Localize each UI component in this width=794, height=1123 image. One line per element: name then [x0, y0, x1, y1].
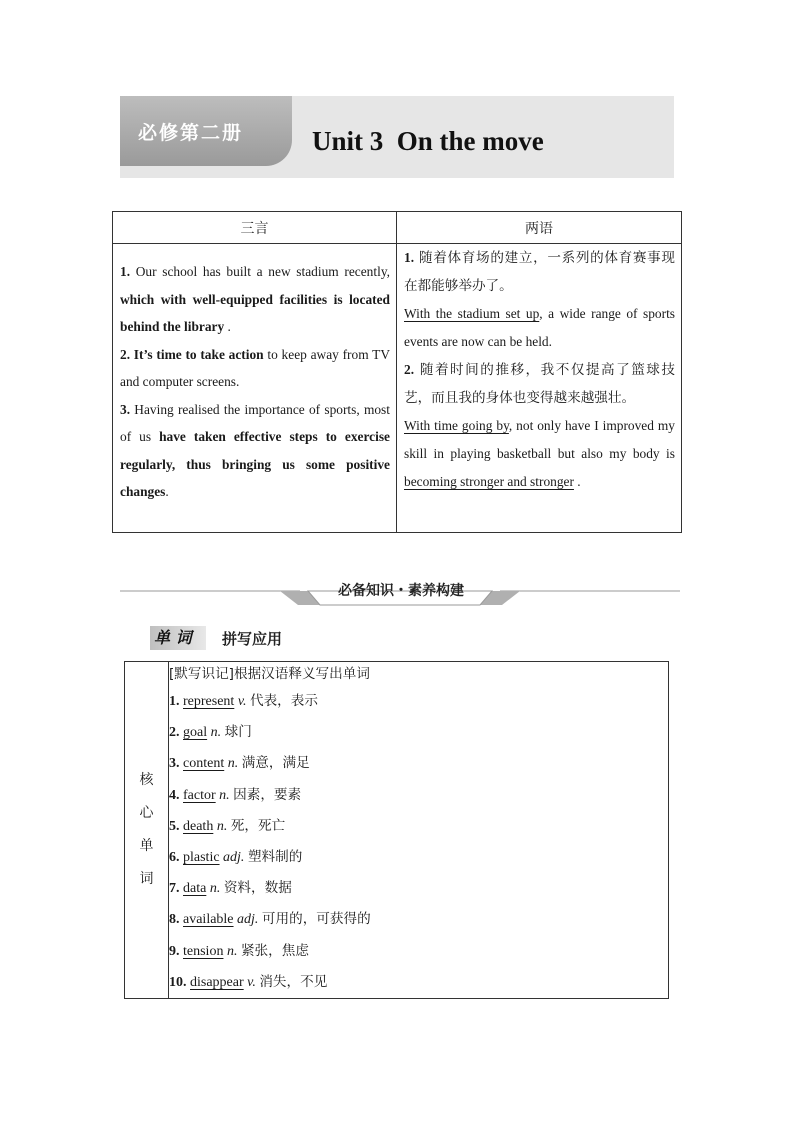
vocab-item — [169, 967, 668, 998]
sentence-text: . — [165, 484, 169, 499]
item-pos: n. — [216, 818, 228, 834]
item-word: death — [183, 818, 214, 834]
vocab-item — [169, 717, 668, 748]
sentence-highlight: which with well-equipped facilities is located behind the library — [120, 291, 390, 334]
sentence-text: Our school has built a new stadium recently, — [130, 264, 390, 279]
sentence-text: to keep away from TV and computer screens. — [120, 346, 390, 389]
right-sentence-2 — [404, 356, 675, 496]
left-sentences-cell — [113, 244, 397, 533]
item-meaning: 死，死亡 — [230, 817, 286, 834]
side-char: 核 — [139, 771, 154, 788]
item-pos: n. — [219, 787, 230, 803]
left-sentence-3 — [120, 396, 390, 506]
vocab-list — [169, 662, 669, 999]
item-word: disappear — [190, 974, 244, 990]
answer-underlined: becoming stronger and stronger — [404, 474, 574, 489]
side-char: 心 — [139, 804, 154, 821]
item-pos: adj. — [237, 912, 259, 928]
left-column-header: 三言 — [113, 212, 397, 244]
item-number: 10. — [169, 974, 187, 990]
vocab-item — [169, 811, 668, 842]
section-divider — [120, 578, 680, 608]
sentence-number: 2. — [120, 346, 131, 362]
item-meaning: 塑料制的 — [247, 848, 303, 865]
item-meaning: 紧张，焦虑 — [240, 942, 309, 959]
left-sentence-1 — [120, 258, 390, 341]
item-meaning: 资料，数据 — [223, 880, 292, 897]
vocab-table — [124, 661, 669, 999]
vocab-subtitle: 拼写应用 — [222, 630, 283, 648]
item-pos: n. — [226, 943, 238, 959]
item-number: 5. — [169, 818, 180, 834]
item-pos: v. — [247, 974, 256, 990]
vocab-item — [169, 904, 668, 935]
vocab-heading — [150, 626, 350, 652]
item-meaning: 消失，不见 — [259, 973, 328, 990]
vocab-item — [169, 936, 668, 967]
sentence-number: 1. — [404, 250, 415, 265]
vocab-item — [169, 780, 668, 811]
item-pos: n. — [209, 881, 221, 897]
item-number: 9. — [169, 943, 180, 959]
section-title: 必备知识・素养构建 — [338, 583, 464, 599]
sentence-text: Having realised the importance of sports, most of us — [120, 401, 390, 444]
sentence-text: . — [224, 319, 231, 334]
sentence-number: 1. — [120, 264, 131, 279]
item-meaning: 满意，满足 — [241, 755, 310, 772]
item-word: content — [183, 756, 225, 772]
answer-underlined: With time going by — [404, 418, 509, 433]
item-number: 8. — [169, 912, 180, 928]
vocab-item — [169, 686, 668, 717]
sentence-comparison-table — [112, 211, 682, 533]
item-number: 2. — [169, 725, 180, 741]
item-pos: n. — [210, 725, 222, 741]
vocab-item — [169, 748, 668, 779]
book-tag-shape — [120, 96, 292, 166]
vocab-item — [169, 873, 668, 904]
right-column-header: 两语 — [397, 212, 682, 244]
book-tag: 必修第二册 — [138, 122, 244, 144]
item-pos: n. — [227, 756, 239, 772]
answer-underlined: With the stadium set up — [404, 306, 540, 321]
unit-banner — [120, 96, 674, 178]
item-number: 7. — [169, 881, 180, 897]
item-pos: adj. — [223, 849, 245, 865]
item-meaning: 代表，表示 — [250, 693, 318, 709]
chinese-prompt: 随着时间的推移，我不仅提高了篮球技艺，而且我的身体也变得越来越强壮。 — [404, 362, 675, 406]
sentence-number: 3. — [120, 401, 131, 417]
item-meaning: 因素，要素 — [233, 786, 302, 803]
sentence-number: 2. — [404, 362, 415, 377]
side-char: 单 — [139, 837, 154, 854]
vocab-instruction: [默写识记]根据汉语释义写出单词 — [169, 666, 370, 682]
item-number: 3. — [169, 756, 180, 772]
right-sentence-1 — [404, 244, 675, 356]
item-number: 6. — [169, 849, 180, 865]
item-word: represent — [183, 694, 235, 709]
vocab-side-label — [125, 662, 169, 999]
sentence-text: . — [573, 474, 581, 489]
item-number: 1. — [169, 694, 180, 709]
chinese-prompt: 随着体育场的建立，一系列的体育赛事现在都能够举办了。 — [404, 250, 675, 294]
item-number: 4. — [169, 787, 180, 803]
sentence-text: , a wide range of sports events are now can be held. — [404, 306, 675, 349]
side-char: 词 — [139, 870, 154, 887]
item-pos: v. — [237, 694, 247, 709]
item-meaning: 可用的，可获得的 — [261, 911, 371, 928]
item-meaning: 球门 — [224, 724, 252, 741]
right-sentences-cell — [397, 244, 682, 533]
vocab-item — [169, 842, 668, 873]
vocab-tag: 单 词 — [150, 626, 206, 650]
sentence-highlight: have taken effective steps to exercise regularly, thus bringing us some positive changes — [120, 429, 390, 499]
sentence-highlight: It’s time to take action — [130, 346, 264, 362]
item-word: available — [183, 912, 234, 928]
item-word: plastic — [183, 849, 220, 865]
item-word: data — [183, 881, 207, 897]
sentence-text: , not only have I improved my skill in playing basketball but also my body is — [404, 418, 675, 461]
unit-title: Unit 3 On the move — [312, 126, 544, 156]
item-word: factor — [183, 787, 216, 803]
left-sentence-2 — [120, 341, 390, 396]
item-word: tension — [183, 943, 224, 959]
item-word: goal — [183, 725, 208, 741]
